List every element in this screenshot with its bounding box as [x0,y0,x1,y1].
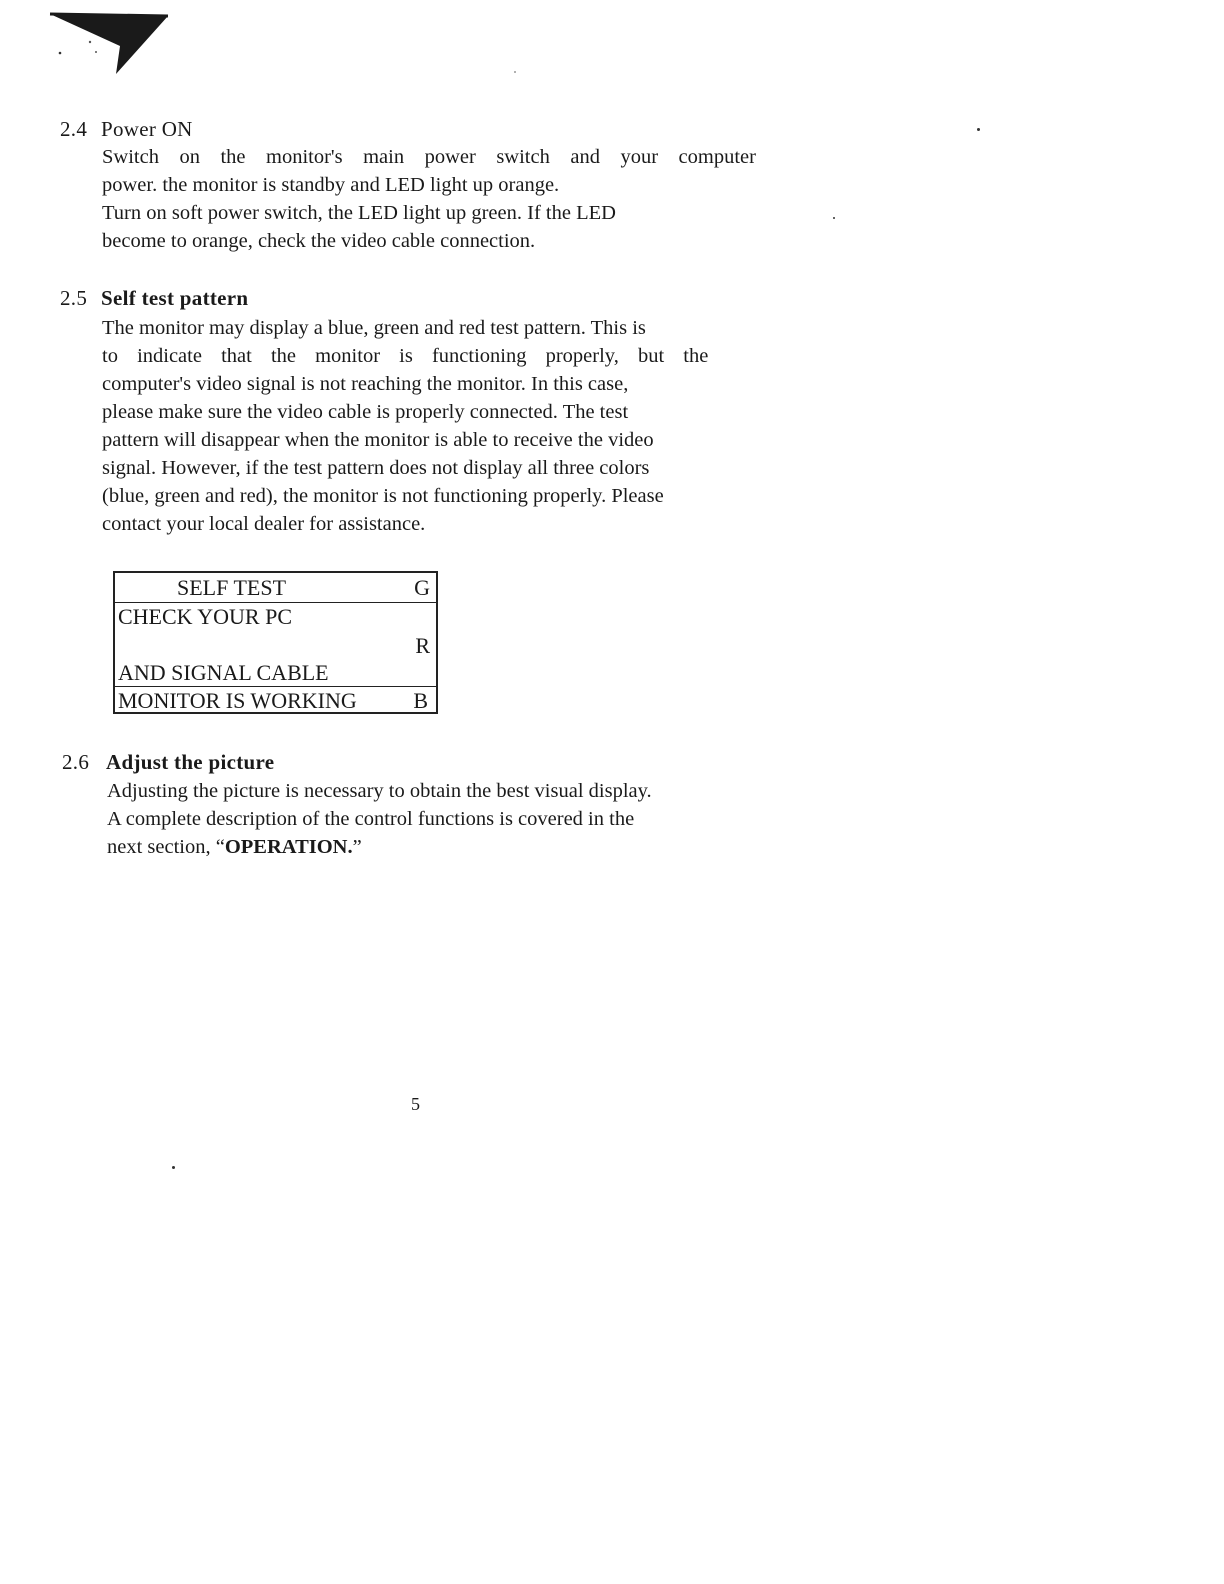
section-2-4-heading [60,117,193,142]
section-number: 2.4 [60,117,88,141]
section-2-4-body [102,143,756,255]
green-indicator-letter: G [414,575,430,600]
section-title: Adjust the picture [106,750,275,774]
corner-arrow-mark [48,12,173,78]
box-divider [115,686,436,687]
section-2-5-body [102,314,756,538]
section-2-6-body [107,777,747,861]
self-test-status: MONITOR IS WORKING [118,688,357,713]
word: the [220,146,246,168]
text-run: ” [352,836,362,858]
word: computer [678,146,756,168]
paragraph-line [107,833,747,861]
word: Switch [102,146,159,168]
paragraph-line: (blue, green and red), the monitor is not functioning properly. Please [102,485,664,507]
word: and [570,146,600,168]
self-test-title: SELF TEST [177,575,287,600]
section-title: Self test pattern [101,286,249,310]
scan-speck [833,217,835,219]
section-number: 2.6 [62,750,90,774]
paragraph-line: contact your local dealer for assistance. [102,513,426,535]
paragraph-line: pattern will disappear when the monitor is able to receive the video [102,429,654,451]
paragraph-line: Adjusting the picture is necessary to obtain the best visual display. [107,780,652,802]
paragraph-line: computer's video signal is not reaching the monitor. In this case, [102,373,629,395]
scan-speck [172,1166,175,1169]
paragraph-line [102,143,756,171]
box-divider [115,602,436,603]
section-2-5-heading [60,286,248,311]
section-number: 2.5 [60,286,88,310]
word: main [363,146,405,168]
word: monitor's [266,146,343,168]
self-test-screen-box [113,571,438,714]
paragraph-line: Turn on soft power switch, the LED light up green. If the LED [102,202,616,224]
word: on [179,146,200,168]
section-title: Power ON [101,117,193,141]
paragraph-line: become to orange, check the video cable connection. [102,230,536,252]
self-test-message: AND SIGNAL CABLE [118,660,329,685]
paragraph-line: please make sure the video cable is properly connected. The test [102,401,629,423]
paragraph-line: to indicate that the monitor is functioning properly, but the [102,345,709,367]
word: power [424,146,476,168]
blue-indicator-letter: B [413,688,428,713]
scan-speck [514,71,516,73]
self-test-title-row [115,575,436,601]
page-number: 5 [411,1094,420,1114]
operation-reference: OPERATION. [224,836,353,858]
paragraph-line: A complete description of the control functions is covered in the [107,808,635,830]
word: your [620,146,659,168]
text-run: next section, “ [107,836,225,858]
red-indicator-letter: R [415,633,430,658]
paragraph-line: The monitor may display a blue, green and red test pattern. This is [102,317,646,339]
word: switch [496,146,550,168]
section-2-6-heading [62,750,274,775]
self-test-message: CHECK YOUR PC [118,604,292,629]
paragraph-line: power. the monitor is standby and LED light up orange. [102,174,560,196]
paragraph-line: signal. However, if the test pattern does not display all three colors [102,457,650,479]
scan-speck [977,128,980,131]
